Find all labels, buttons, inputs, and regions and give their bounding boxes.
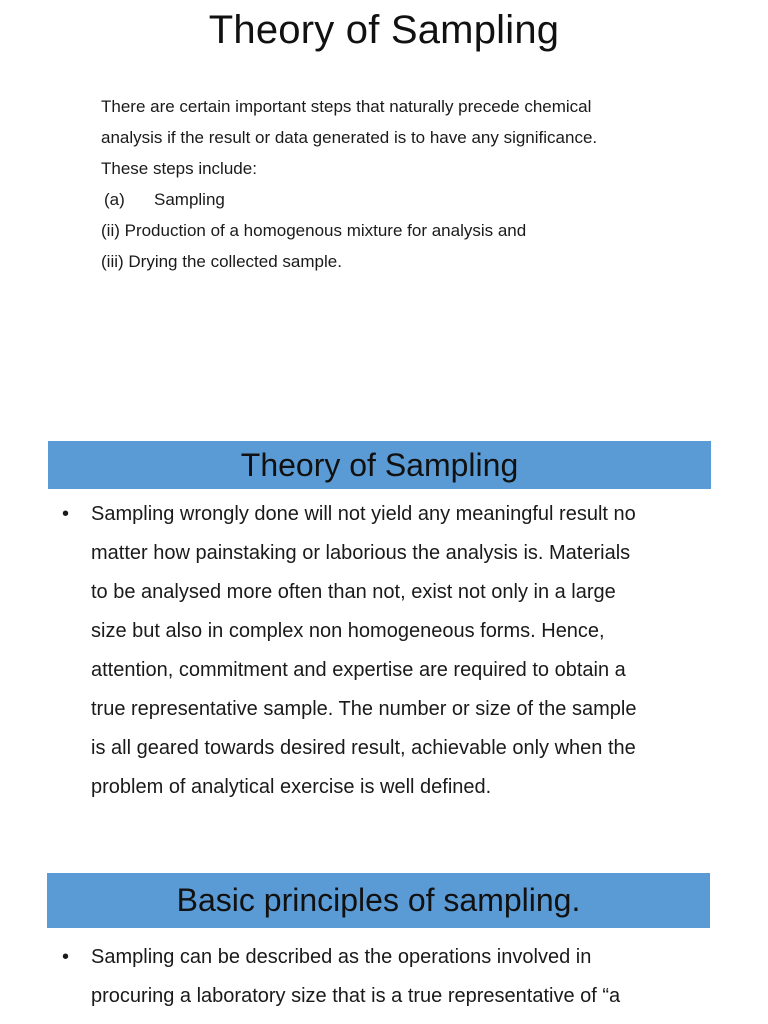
body-line: is all geared towards desired result, achievable only when the <box>91 737 636 759</box>
body-line: true representative sample. The number or size of the sample <box>91 698 637 720</box>
body-line: procuring a laboratory size that is a true representative of “a <box>91 985 621 1007</box>
section-heading-theory: Theory of Sampling <box>48 441 711 489</box>
section-heading-principles: Basic principles of sampling. <box>47 873 710 928</box>
section-theory-body <box>62 495 711 807</box>
intro-line: analysis if the result or data generated is to have any significance. <box>101 128 598 147</box>
step-a-text: Sampling <box>154 190 225 209</box>
body-line: to be analysed more often than not, exist not only in a large <box>91 581 616 603</box>
body-line: size but also in complex non homogeneous forms. Hence, <box>91 620 605 642</box>
intro-text <box>101 91 701 277</box>
page-title: Theory of Sampling <box>208 8 560 52</box>
bullet-icon: • <box>62 503 70 525</box>
bullet-icon: • <box>62 946 70 968</box>
body-line: Sampling can be described as the operations involved in <box>91 946 592 968</box>
step-a <box>101 184 701 215</box>
body-line: Sampling wrongly done will not yield any meaningful result no <box>91 503 636 525</box>
step-a-label: (a) <box>104 190 125 209</box>
step-iii: (iii) Drying the collected sample. <box>101 252 342 271</box>
intro-line: These steps include: <box>101 159 257 178</box>
section-principles-body <box>62 938 711 1016</box>
body-line: problem of analytical exercise is well defined. <box>91 776 492 798</box>
intro-line: There are certain important steps that naturally precede chemical <box>101 97 592 116</box>
body-line: attention, commitment and expertise are required to obtain a <box>91 659 626 681</box>
step-ii: (ii) Production of a homogenous mixture for analysis and <box>101 221 527 240</box>
body-line: matter how painstaking or laborious the analysis is. Materials <box>91 542 631 564</box>
